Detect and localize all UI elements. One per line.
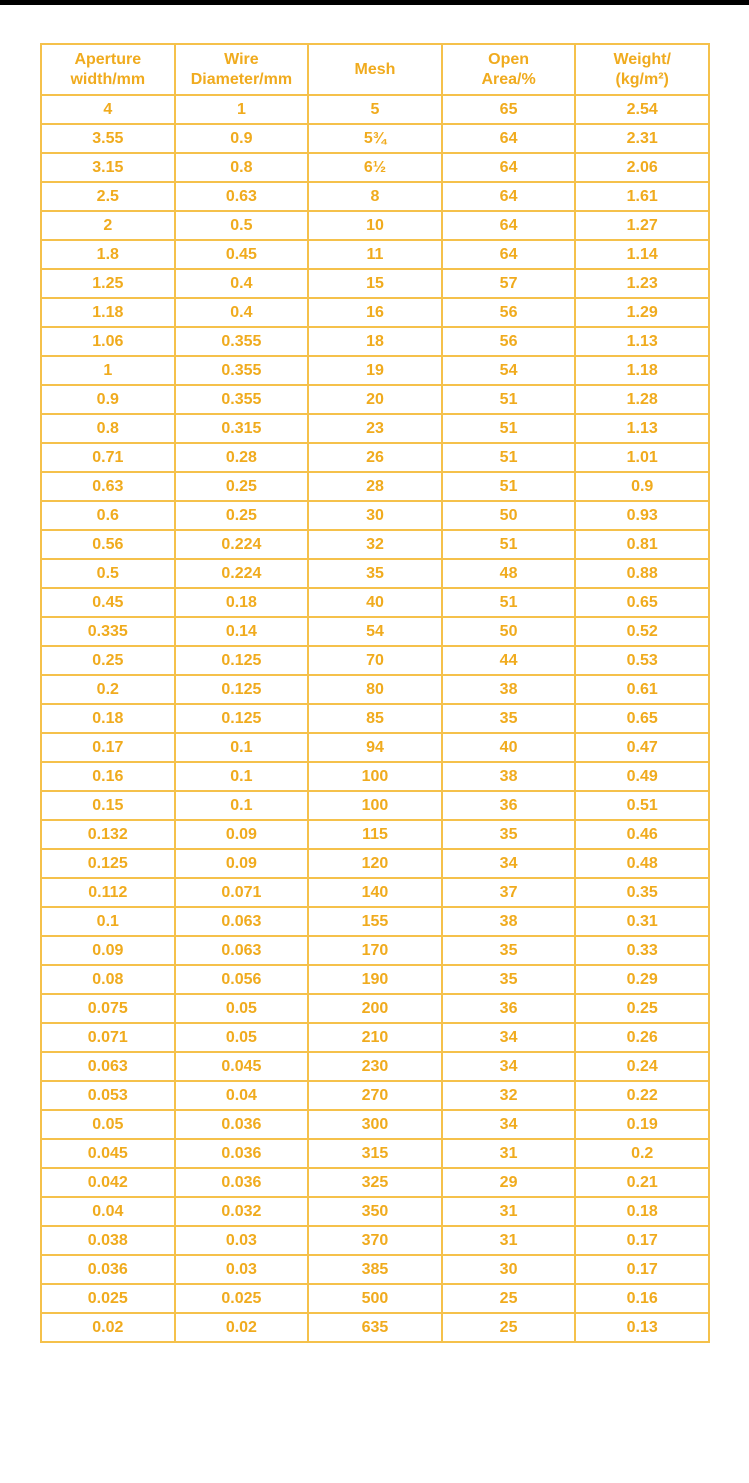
open-area-cell: 38	[442, 907, 576, 936]
header-line: Weight/	[613, 50, 671, 68]
weight-cell: 0.17	[575, 1226, 709, 1255]
mesh-cell: 15	[308, 269, 442, 298]
mesh-cell: 70	[308, 646, 442, 675]
aperture-width-cell: 0.8	[41, 414, 175, 443]
open-area-cell: 35	[442, 704, 576, 733]
wire-diameter-cell: 0.355	[175, 385, 309, 414]
header-line: Diameter/mm	[190, 70, 293, 88]
aperture-width-cell: 1	[41, 356, 175, 385]
table-row	[41, 588, 709, 617]
table-row	[41, 559, 709, 588]
aperture-width-cell: 3.55	[41, 124, 175, 153]
table-row	[41, 1168, 709, 1197]
table-row	[41, 530, 709, 559]
weight-cell: 0.49	[575, 762, 709, 791]
mesh-cell: 210	[308, 1023, 442, 1052]
wire-diameter-cell: 0.1	[175, 791, 309, 820]
table-row	[41, 1284, 709, 1313]
aperture-width-cell: 0.112	[41, 878, 175, 907]
aperture-width-cell: 0.05	[41, 1110, 175, 1139]
mesh-cell: 385	[308, 1255, 442, 1284]
open-area-cell: 31	[442, 1197, 576, 1226]
table-row	[41, 1226, 709, 1255]
table-row	[41, 153, 709, 182]
open-area-cell: 56	[442, 298, 576, 327]
mesh-cell: 11	[308, 240, 442, 269]
aperture-width-cell: 1.25	[41, 269, 175, 298]
mesh-cell: 315	[308, 1139, 442, 1168]
wire-diameter-cell: 0.25	[175, 501, 309, 530]
open-area-cell: 64	[442, 211, 576, 240]
wire-diameter-cell: 0.036	[175, 1168, 309, 1197]
weight-cell: 1.14	[575, 240, 709, 269]
aperture-width-cell: 0.5	[41, 559, 175, 588]
wire-diameter-cell: 0.14	[175, 617, 309, 646]
weight-cell: 0.16	[575, 1284, 709, 1313]
open-area-cell: 31	[442, 1226, 576, 1255]
aperture-width-cell: 3.15	[41, 153, 175, 182]
wire-diameter-cell: 0.02	[175, 1313, 309, 1342]
table-row	[41, 1255, 709, 1284]
open-area-cell: 57	[442, 269, 576, 298]
weight-cell: 0.33	[575, 936, 709, 965]
table-row	[41, 704, 709, 733]
table-header	[41, 44, 709, 95]
wire-diameter-cell: 0.09	[175, 820, 309, 849]
header-aperture-width	[41, 44, 175, 95]
header-line: width/mm	[70, 70, 146, 88]
aperture-width-cell: 0.45	[41, 588, 175, 617]
open-area-cell: 50	[442, 501, 576, 530]
wire-diameter-cell: 0.063	[175, 936, 309, 965]
open-area-cell: 36	[442, 791, 576, 820]
open-area-cell: 34	[442, 1023, 576, 1052]
table-row	[41, 762, 709, 791]
open-area-cell: 35	[442, 936, 576, 965]
header-weight	[575, 44, 709, 95]
wire-diameter-cell: 0.5	[175, 211, 309, 240]
aperture-width-cell: 0.09	[41, 936, 175, 965]
wire-diameter-cell: 0.63	[175, 182, 309, 211]
table-row	[41, 1081, 709, 1110]
mesh-cell: 16	[308, 298, 442, 327]
open-area-cell: 48	[442, 559, 576, 588]
wire-diameter-cell: 0.025	[175, 1284, 309, 1313]
weight-cell: 0.35	[575, 878, 709, 907]
open-area-cell: 54	[442, 356, 576, 385]
aperture-width-cell: 0.9	[41, 385, 175, 414]
mesh-cell: 10	[308, 211, 442, 240]
weight-cell: 0.65	[575, 704, 709, 733]
table-row	[41, 849, 709, 878]
weight-cell: 1.27	[575, 211, 709, 240]
mesh-cell: 23	[308, 414, 442, 443]
open-area-cell: 56	[442, 327, 576, 356]
open-area-cell: 51	[442, 588, 576, 617]
wire-diameter-cell: 0.8	[175, 153, 309, 182]
aperture-width-cell: 0.036	[41, 1255, 175, 1284]
open-area-cell: 31	[442, 1139, 576, 1168]
weight-cell: 0.52	[575, 617, 709, 646]
mesh-cell: 28	[308, 472, 442, 501]
table-row	[41, 820, 709, 849]
open-area-cell: 35	[442, 820, 576, 849]
open-area-cell: 51	[442, 385, 576, 414]
mesh-cell: 80	[308, 675, 442, 704]
aperture-width-cell: 0.56	[41, 530, 175, 559]
mesh-cell: 370	[308, 1226, 442, 1255]
open-area-cell: 34	[442, 1052, 576, 1081]
wire-diameter-cell: 0.04	[175, 1081, 309, 1110]
aperture-width-cell: 0.042	[41, 1168, 175, 1197]
open-area-cell: 34	[442, 1110, 576, 1139]
wire-diameter-cell: 0.45	[175, 240, 309, 269]
wire-diameter-cell: 0.355	[175, 327, 309, 356]
table-row	[41, 298, 709, 327]
mesh-cell: 500	[308, 1284, 442, 1313]
aperture-width-cell: 0.04	[41, 1197, 175, 1226]
table-row	[41, 675, 709, 704]
mesh-cell: 100	[308, 762, 442, 791]
aperture-width-cell: 2	[41, 211, 175, 240]
aperture-width-cell: 0.6	[41, 501, 175, 530]
aperture-width-cell: 0.038	[41, 1226, 175, 1255]
wire-diameter-cell: 0.03	[175, 1226, 309, 1255]
mesh-cell: 30	[308, 501, 442, 530]
mesh-cell: 200	[308, 994, 442, 1023]
mesh-cell: 120	[308, 849, 442, 878]
mesh-cell: 94	[308, 733, 442, 762]
aperture-width-cell: 0.071	[41, 1023, 175, 1052]
weight-cell: 1.13	[575, 414, 709, 443]
aperture-width-cell: 0.075	[41, 994, 175, 1023]
mesh-cell: 8	[308, 182, 442, 211]
mesh-cell: 19	[308, 356, 442, 385]
mesh-cell: 32	[308, 530, 442, 559]
open-area-cell: 25	[442, 1284, 576, 1313]
aperture-width-cell: 0.1	[41, 907, 175, 936]
aperture-width-cell: 1.06	[41, 327, 175, 356]
top-edge-bar	[0, 0, 749, 5]
aperture-width-cell: 0.063	[41, 1052, 175, 1081]
open-area-cell: 50	[442, 617, 576, 646]
aperture-width-cell: 4	[41, 95, 175, 124]
weight-cell: 0.65	[575, 588, 709, 617]
aperture-width-cell: 0.15	[41, 791, 175, 820]
table-row	[41, 443, 709, 472]
wire-diameter-cell: 0.125	[175, 675, 309, 704]
weight-cell: 2.54	[575, 95, 709, 124]
table-row	[41, 95, 709, 124]
table-row	[41, 1139, 709, 1168]
wire-diameter-cell: 0.355	[175, 356, 309, 385]
table-row	[41, 907, 709, 936]
open-area-cell: 29	[442, 1168, 576, 1197]
weight-cell: 0.61	[575, 675, 709, 704]
open-area-cell: 36	[442, 994, 576, 1023]
weight-cell: 0.13	[575, 1313, 709, 1342]
wire-diameter-cell: 0.1	[175, 762, 309, 791]
open-area-cell: 44	[442, 646, 576, 675]
mesh-cell: 5¾	[308, 124, 442, 153]
mesh-cell: 18	[308, 327, 442, 356]
weight-cell: 0.18	[575, 1197, 709, 1226]
weight-cell: 1.01	[575, 443, 709, 472]
table-row	[41, 472, 709, 501]
wire-diameter-cell: 0.036	[175, 1139, 309, 1168]
wire-diameter-cell: 0.071	[175, 878, 309, 907]
mesh-cell: 6½	[308, 153, 442, 182]
table-row	[41, 1197, 709, 1226]
wire-diameter-cell: 0.224	[175, 559, 309, 588]
aperture-width-cell: 0.08	[41, 965, 175, 994]
mesh-cell: 20	[308, 385, 442, 414]
header-line: Mesh	[354, 60, 396, 78]
wire-diameter-cell: 0.4	[175, 298, 309, 327]
weight-cell: 1.13	[575, 327, 709, 356]
open-area-cell: 37	[442, 878, 576, 907]
weight-cell: 0.9	[575, 472, 709, 501]
wire-diameter-cell: 0.4	[175, 269, 309, 298]
wire-diameter-cell: 0.28	[175, 443, 309, 472]
mesh-cell: 170	[308, 936, 442, 965]
open-area-cell: 30	[442, 1255, 576, 1284]
weight-cell: 0.29	[575, 965, 709, 994]
mesh-cell: 140	[308, 878, 442, 907]
header-mesh	[308, 44, 442, 95]
table-row	[41, 1110, 709, 1139]
weight-cell: 0.53	[575, 646, 709, 675]
open-area-cell: 64	[442, 240, 576, 269]
open-area-cell: 51	[442, 443, 576, 472]
table-row	[41, 1052, 709, 1081]
wire-diameter-cell: 0.045	[175, 1052, 309, 1081]
open-area-cell: 51	[442, 472, 576, 501]
open-area-cell: 32	[442, 1081, 576, 1110]
aperture-width-cell: 0.63	[41, 472, 175, 501]
header-open-area	[442, 44, 576, 95]
weight-cell: 0.21	[575, 1168, 709, 1197]
open-area-cell: 64	[442, 182, 576, 211]
table-row	[41, 646, 709, 675]
aperture-width-cell: 0.2	[41, 675, 175, 704]
weight-cell: 1.61	[575, 182, 709, 211]
weight-cell: 1.18	[575, 356, 709, 385]
aperture-width-cell: 0.053	[41, 1081, 175, 1110]
weight-cell: 0.51	[575, 791, 709, 820]
weight-cell: 0.46	[575, 820, 709, 849]
table-row	[41, 414, 709, 443]
table-row	[41, 994, 709, 1023]
open-area-cell: 65	[442, 95, 576, 124]
wire-diameter-cell: 0.125	[175, 704, 309, 733]
header-line: Wire	[224, 50, 259, 68]
mesh-cell: 190	[308, 965, 442, 994]
aperture-width-cell: 1.18	[41, 298, 175, 327]
weight-cell: 2.31	[575, 124, 709, 153]
aperture-width-cell: 0.18	[41, 704, 175, 733]
open-area-cell: 64	[442, 153, 576, 182]
wire-diameter-cell: 0.09	[175, 849, 309, 878]
weight-cell: 0.81	[575, 530, 709, 559]
aperture-width-cell: 1.8	[41, 240, 175, 269]
open-area-cell: 34	[442, 849, 576, 878]
mesh-cell: 54	[308, 617, 442, 646]
aperture-width-cell: 0.125	[41, 849, 175, 878]
open-area-cell: 38	[442, 762, 576, 791]
weight-cell: 1.29	[575, 298, 709, 327]
aperture-width-cell: 0.17	[41, 733, 175, 762]
wire-diameter-cell: 0.224	[175, 530, 309, 559]
weight-cell: 1.28	[575, 385, 709, 414]
weight-cell: 0.26	[575, 1023, 709, 1052]
header-line: (kg/m²)	[615, 70, 669, 88]
weight-cell: 0.17	[575, 1255, 709, 1284]
aperture-width-cell: 0.25	[41, 646, 175, 675]
weight-cell: 0.22	[575, 1081, 709, 1110]
open-area-cell: 40	[442, 733, 576, 762]
wire-diameter-cell: 0.25	[175, 472, 309, 501]
table-row	[41, 182, 709, 211]
header-line: Aperture	[74, 50, 142, 68]
table-row	[41, 501, 709, 530]
table-row	[41, 211, 709, 240]
open-area-cell: 51	[442, 414, 576, 443]
aperture-width-cell: 0.025	[41, 1284, 175, 1313]
table-row	[41, 385, 709, 414]
weight-cell: 0.24	[575, 1052, 709, 1081]
mesh-cell: 270	[308, 1081, 442, 1110]
mesh-cell: 635	[308, 1313, 442, 1342]
wire-diameter-cell: 0.032	[175, 1197, 309, 1226]
mesh-cell: 155	[308, 907, 442, 936]
weight-cell: 0.31	[575, 907, 709, 936]
mesh-cell: 26	[308, 443, 442, 472]
weight-cell: 0.2	[575, 1139, 709, 1168]
header-wire-diameter	[175, 44, 309, 95]
open-area-cell: 38	[442, 675, 576, 704]
table-body	[41, 95, 709, 1342]
mesh-cell: 5	[308, 95, 442, 124]
table-row	[41, 124, 709, 153]
table-row	[41, 327, 709, 356]
aperture-width-cell: 0.71	[41, 443, 175, 472]
wire-diameter-cell: 0.18	[175, 588, 309, 617]
weight-cell: 0.88	[575, 559, 709, 588]
mesh-cell: 230	[308, 1052, 442, 1081]
aperture-width-cell: 0.045	[41, 1139, 175, 1168]
mesh-cell: 40	[308, 588, 442, 617]
weight-cell: 0.47	[575, 733, 709, 762]
aperture-width-cell: 2.5	[41, 182, 175, 211]
mesh-cell: 325	[308, 1168, 442, 1197]
header-line: Open	[488, 50, 530, 68]
table-row	[41, 240, 709, 269]
aperture-width-cell: 0.16	[41, 762, 175, 791]
wire-diameter-cell: 0.125	[175, 646, 309, 675]
table-row	[41, 1313, 709, 1342]
wire-diameter-cell: 0.056	[175, 965, 309, 994]
table-row	[41, 269, 709, 298]
table-row	[41, 1023, 709, 1052]
open-area-cell: 25	[442, 1313, 576, 1342]
aperture-width-cell: 0.335	[41, 617, 175, 646]
weight-cell: 2.06	[575, 153, 709, 182]
wire-diameter-cell: 0.9	[175, 124, 309, 153]
table-row	[41, 733, 709, 762]
wire-diameter-cell: 1	[175, 95, 309, 124]
weight-cell: 1.23	[575, 269, 709, 298]
wire-diameter-cell: 0.05	[175, 994, 309, 1023]
mesh-cell: 35	[308, 559, 442, 588]
mesh-cell: 115	[308, 820, 442, 849]
weight-cell: 0.48	[575, 849, 709, 878]
wire-diameter-cell: 0.063	[175, 907, 309, 936]
mesh-cell: 100	[308, 791, 442, 820]
table-row	[41, 791, 709, 820]
wire-diameter-cell: 0.1	[175, 733, 309, 762]
weight-cell: 0.19	[575, 1110, 709, 1139]
weight-cell: 0.93	[575, 501, 709, 530]
wire-mesh-spec-table	[40, 43, 710, 1343]
aperture-width-cell: 0.02	[41, 1313, 175, 1342]
header-line: Area/%	[481, 70, 536, 88]
wire-diameter-cell: 0.315	[175, 414, 309, 443]
mesh-cell: 300	[308, 1110, 442, 1139]
aperture-width-cell: 0.132	[41, 820, 175, 849]
weight-cell: 0.25	[575, 994, 709, 1023]
mesh-cell: 350	[308, 1197, 442, 1226]
wire-diameter-cell: 0.03	[175, 1255, 309, 1284]
table-row	[41, 965, 709, 994]
table-row	[41, 878, 709, 907]
table-row	[41, 356, 709, 385]
table-row	[41, 936, 709, 965]
header-row	[41, 44, 709, 95]
open-area-cell: 64	[442, 124, 576, 153]
table-row	[41, 617, 709, 646]
mesh-cell: 85	[308, 704, 442, 733]
wire-diameter-cell: 0.036	[175, 1110, 309, 1139]
open-area-cell: 35	[442, 965, 576, 994]
open-area-cell: 51	[442, 530, 576, 559]
wire-diameter-cell: 0.05	[175, 1023, 309, 1052]
